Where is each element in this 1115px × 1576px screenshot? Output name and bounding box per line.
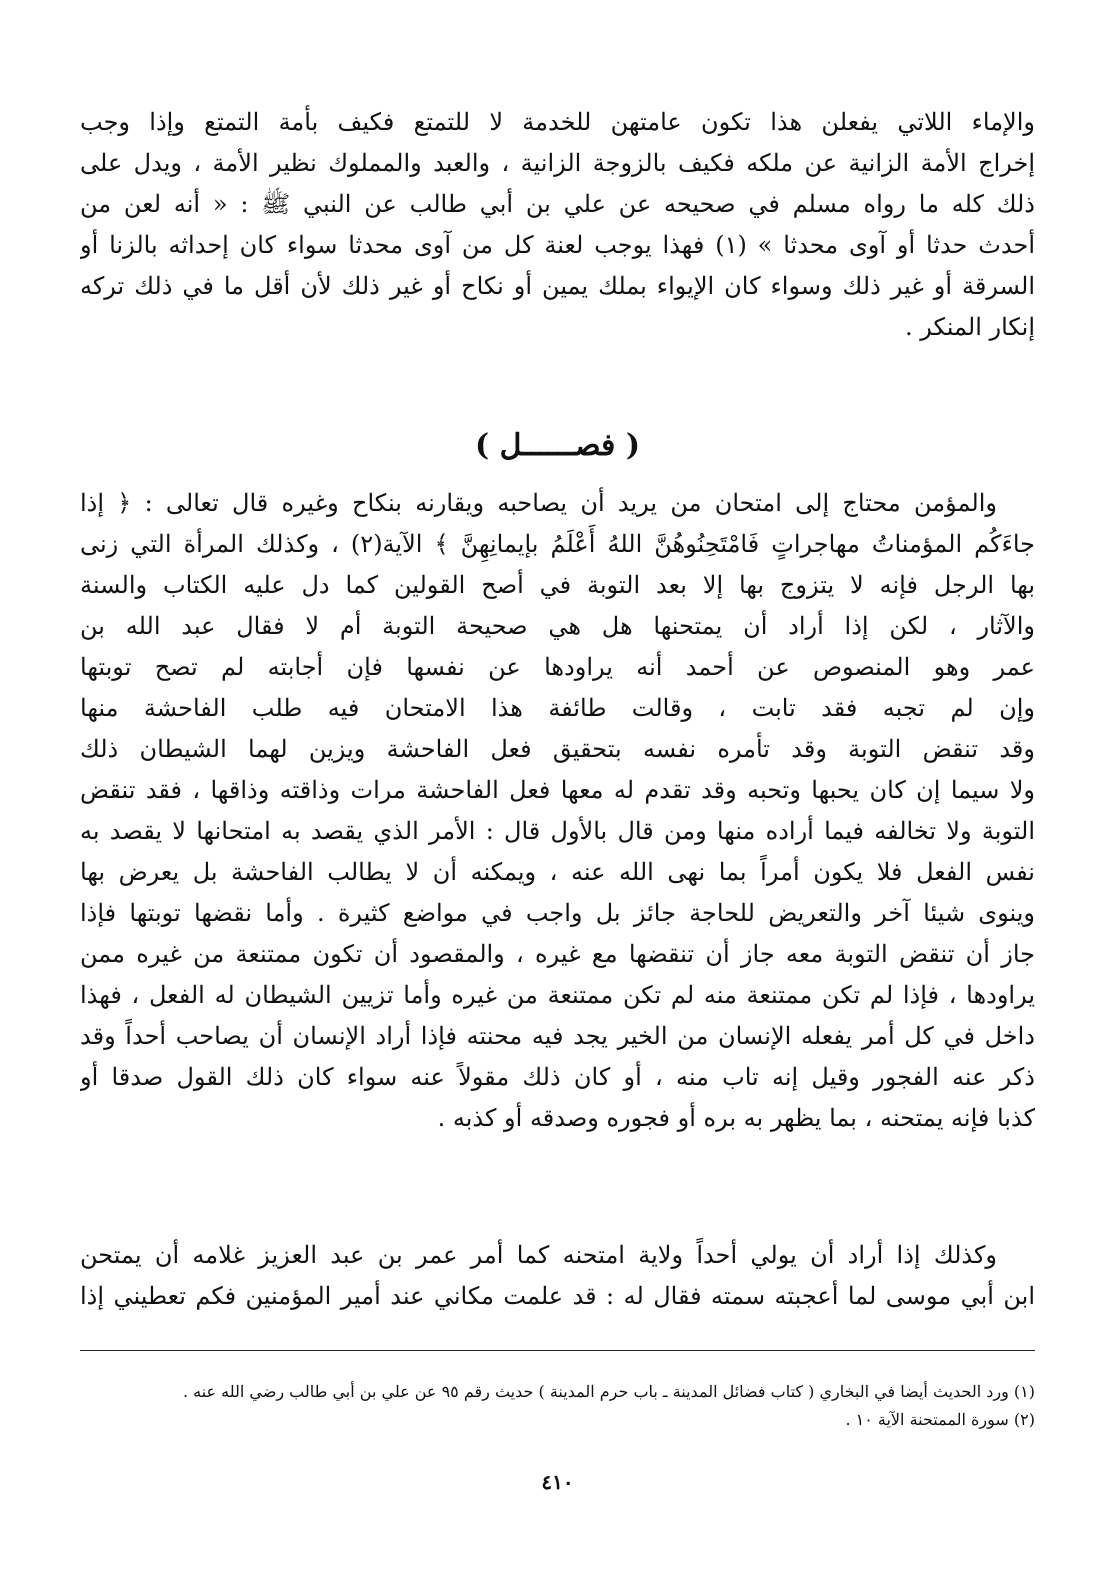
text-line: بها الرجل فإنه لا يتزوج بها إلا بعد التوبة في أصح القولين كما دل عليه الكتاب والسنة	[80, 571, 1035, 599]
text-line: إخراج الأمة الزانية عن ملكه فكيف بالزوجة الزانية ، والعبد والمملوك نظير الأمة ، ويدل على	[80, 149, 1035, 177]
section-heading: ( فصــــــل )	[474, 428, 641, 463]
paragraph-1	[80, 102, 1035, 348]
text-line: وإن لم تجبه فقد تابت ، وقالت طائفة هذا الامتحان فيه طلب الفاحشة منها	[80, 694, 1035, 722]
text-line: والآثار ، لكن إذا أراد أن يمتحنها هل هي صحيحة التوبة أم لا فقال عبد الله بن	[80, 612, 1035, 640]
text-line: داخل في كل أمر يفعله الإنسان من الخير يجد فيه محنته فإذا أراد الإنسان أن يصاحب أحداً وقد	[80, 1022, 1035, 1050]
footnote-divider	[80, 1350, 1035, 1351]
text-line: إنكار المنكر .	[905, 313, 1035, 341]
paragraph-2	[80, 483, 1035, 1139]
text-line: جاز أن تنقض التوبة معه جاز أن تنقضها مع غيره ، والمقصود أن تكون ممتنعة من غيره ممن	[80, 940, 1035, 968]
text-line: جاءَكُم المؤمناتُ مهاجراتٍ فَامْتَحِنُوهُنَّ اللهُ أَعْلَمُ بإيمانِهِنَّ ﴾ الآية(٢) ، وكذلك المرأة التي زنى	[80, 530, 1035, 558]
footnote: (١) ورد الحديث أيضا في البخاري ( كتاب فضائل المدينة ـ باب حرم المدينة ) حديث رقم ٩٥ عن علي بن أبي طالب رضي الله عنه .	[182, 1382, 1035, 1401]
text-line: وقد تنقض التوبة وقد تأمره نفسه بتحقيق فعل الفاحشة ويزين لهما الشيطان ذلك	[80, 735, 1035, 763]
text-line: عمر وهو المنصوص عن أحمد أنه يراودها عن نفسها فإن أجابته لم تصح توبتها	[80, 653, 1035, 681]
page-number: ٤١٠	[541, 1470, 574, 1494]
text-line: السرقة أو غير ذلك وسواء كان الإيواء بملك يمين أو نكاح أو غير ذلك لأن أقل ما في ذلك تركه	[80, 272, 1035, 300]
text-line: ذلك كله ما رواه مسلم في صحيحه عن علي بن أبي طالب عن النبي ﷺ : « أنه لعن من	[80, 190, 1035, 218]
footnote: (٢) سورة الممتحنة الآية ١٠ .	[845, 1410, 1035, 1429]
paragraph-3	[80, 1235, 1035, 1317]
text-line: ابن أبي موسى لما أعجبته سمته فقال له : قد علمت مكاني عند أمير المؤمنين فكم تعطيني إذا	[80, 1282, 1035, 1310]
text-line: نفس الفعل فلا يكون أمراً بما نهى الله عنه ، ويمكنه أن لا يطالب الفاحشة بل يعرض بها	[80, 858, 1035, 886]
text-line: وينوى شيئا آخر والتعريض للحاجة جائز بل واجب في مواضع كثيرة . وأما نقضها توبتها فإذا	[80, 899, 1035, 927]
footnotes	[80, 1378, 1035, 1434]
text-line: والإماء اللاتي يفعلن هذا تكون عامتهن للخدمة لا للتمتع فكيف بأمة التمتع وإذا وجب	[80, 108, 1035, 136]
text-line: أحدث حدثا أو آوى محدثا » (١) فهذا يوجب لعنة كل من آوى محدثا سواء كان إحداثه بالزنا أو	[80, 231, 1035, 259]
text-line: التوبة ولا تخالفه فيما أراده منها ومن قال بالأول قال : الأمر الذي يقصد به امتحانها لا يقصد به	[80, 817, 1035, 845]
text-line: ذكر عنه الفجور وقيل إنه تاب منه ، أو كان ذلك مقولاً عنه سواء كان ذلك القول صدقا أو	[80, 1063, 1035, 1091]
text-line: يراودها ، فإذا لم تكن ممتنعة منه لم تكن ممتنعة من غيره وأما تزيين الشيطان له الفعل ، فهذا	[80, 981, 1035, 1009]
text-line: كذبا فإنه يمتحنه ، بما يظهر به بره أو فجوره وصدقه أو كذبه .	[437, 1104, 1035, 1132]
text-line: وكذلك إذا أراد أن يولي أحداً ولاية امتحنه كما أمر عمر بن عبد العزيز غلامه أن يمتحن	[80, 1241, 997, 1269]
text-line: ولا سيما إن كان يحبها وتحبه وقد تقدم له معها فعل الفاحشة مرات وذاقته وذاقها ، فقد تنقض	[80, 776, 1035, 804]
text-line: والمؤمن محتاج إلى امتحان من يريد أن يصاحبه ويقارنه بنكاح وغيره قال تعالى : ﴿ إذا	[80, 489, 997, 517]
